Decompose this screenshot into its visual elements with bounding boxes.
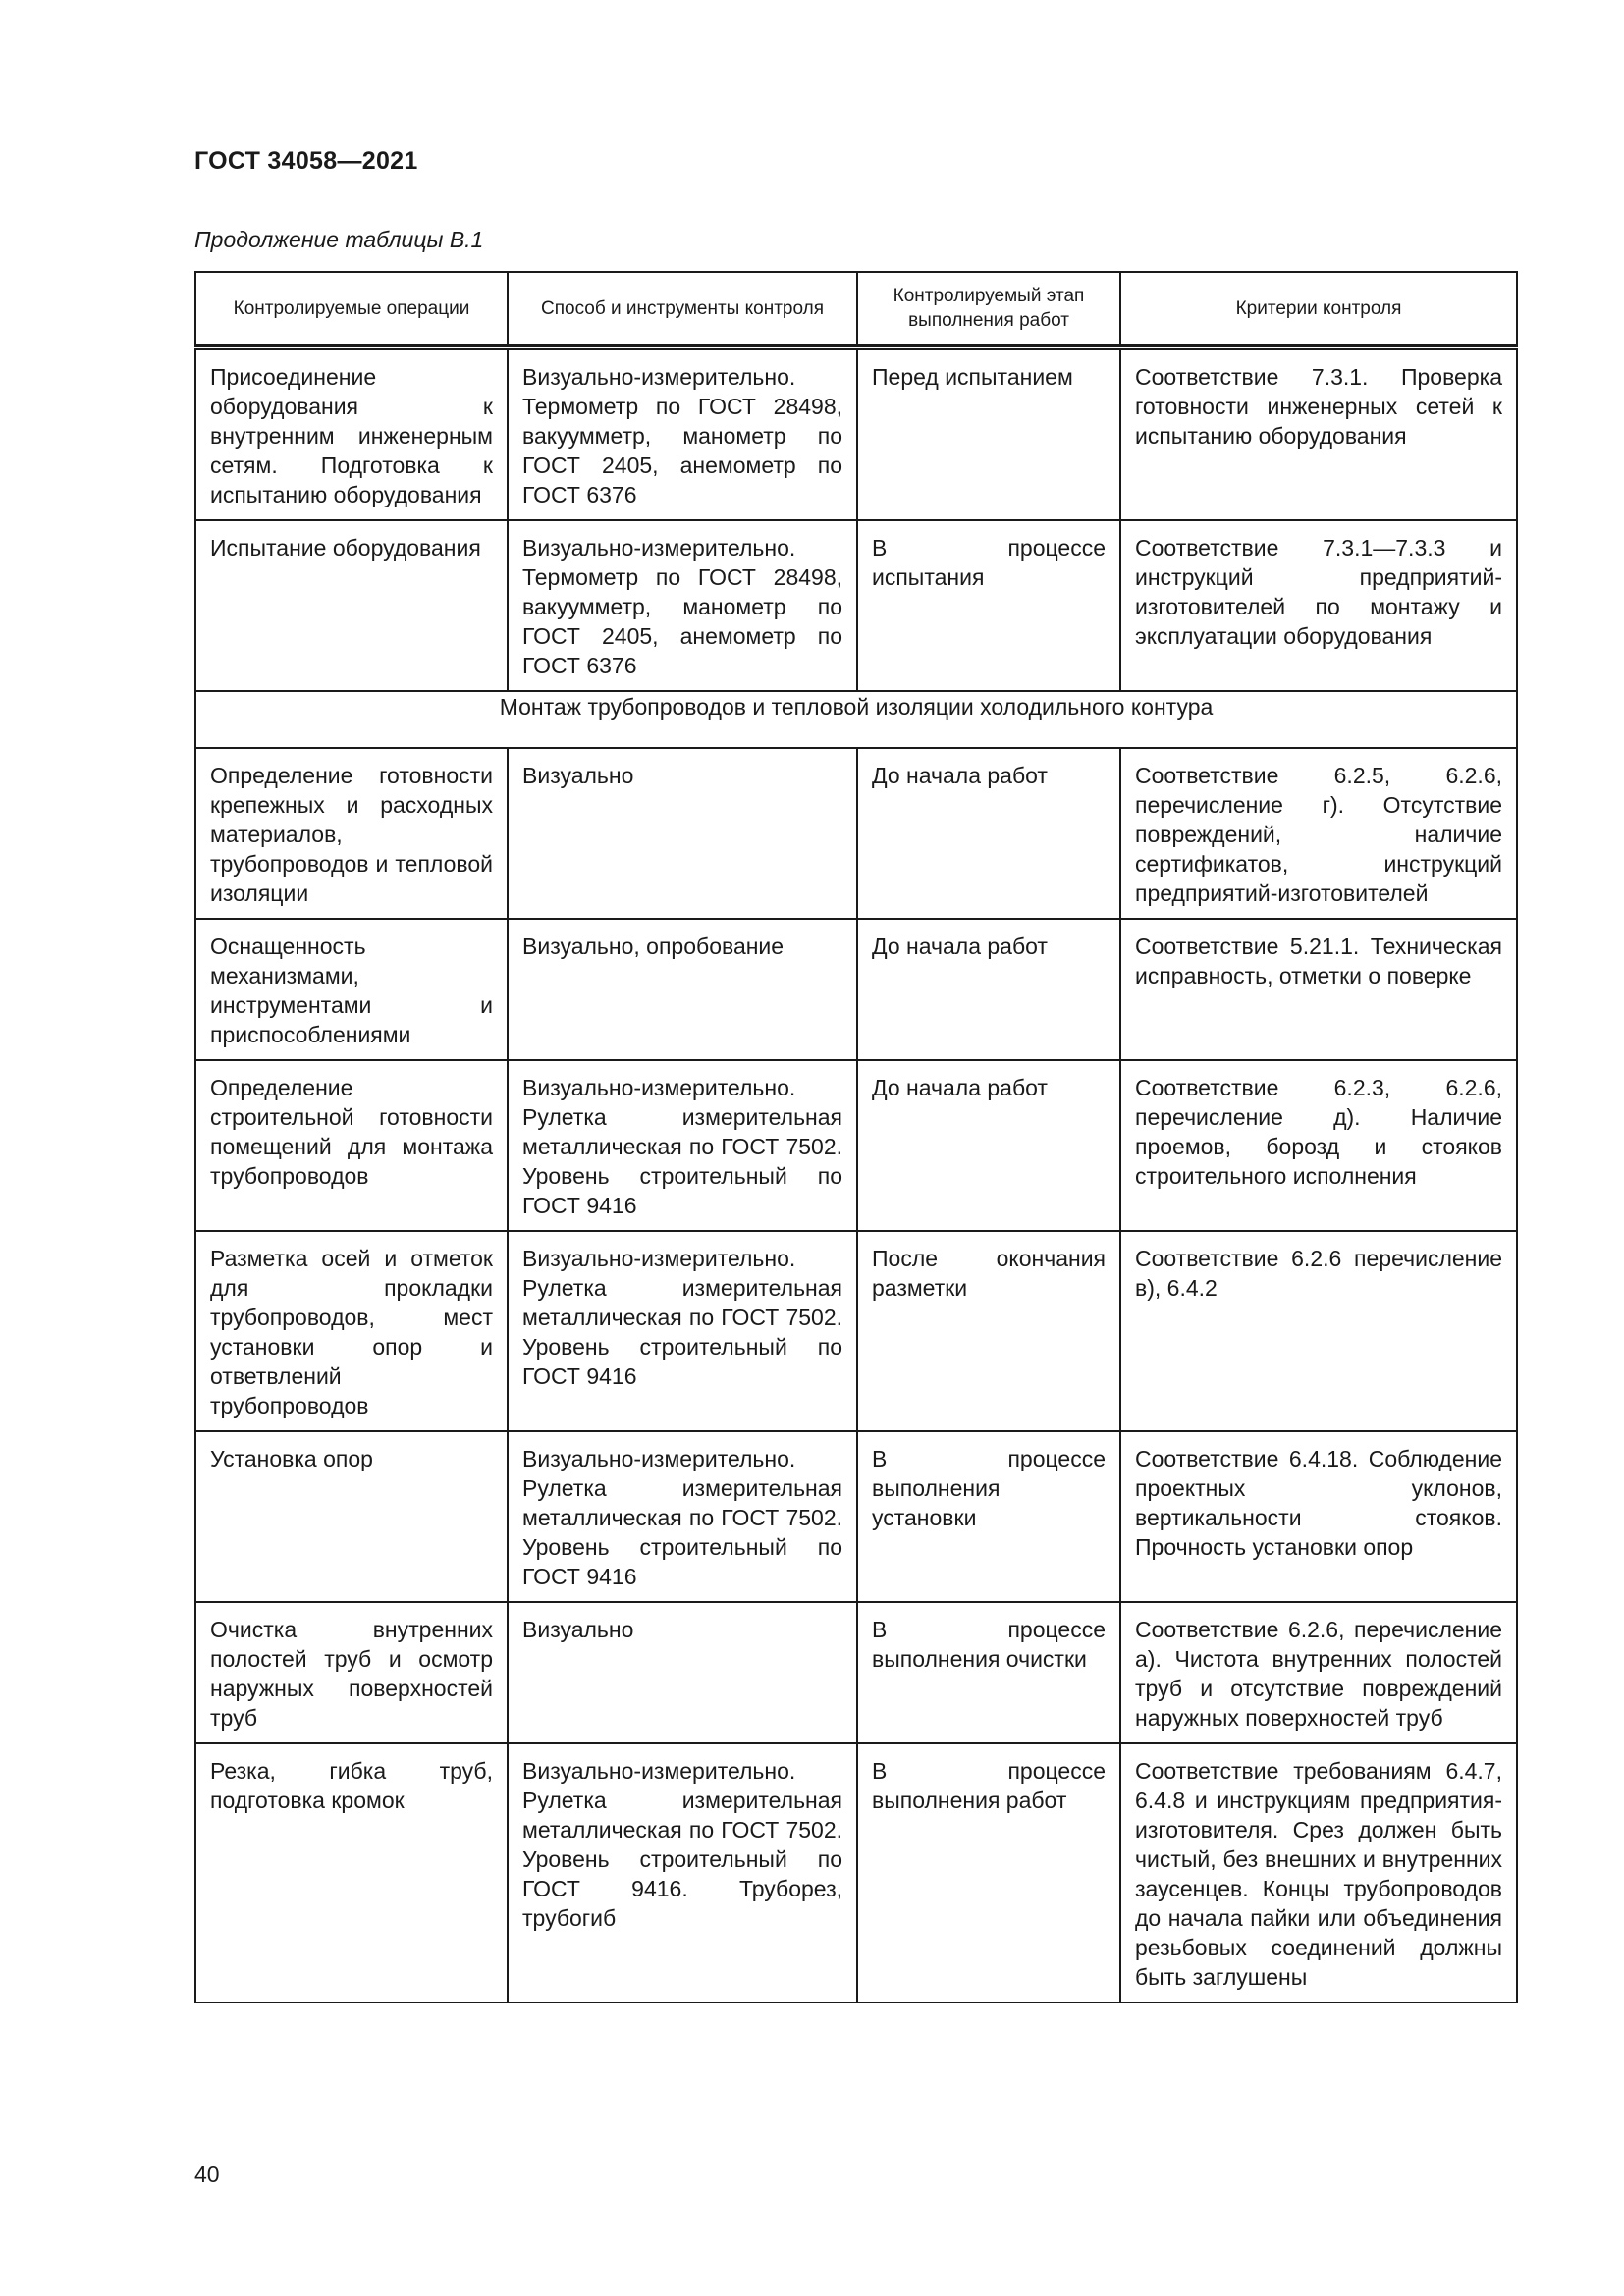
table-row — [195, 1602, 1517, 1743]
criteria-cell: Соответствие 7.3.1—7.3.3 и инструкций предприятий-изготовителей по монтажу и эксплуатации оборудования — [1120, 520, 1517, 691]
method-cell: Визуально-измерительно. Рулетка измерительная металлическая по ГОСТ 7502. Уровень строительный по ГОСТ 9416 — [508, 1231, 857, 1431]
criteria-cell: Соответствие 6.2.6, перечисление а). Чистота внутренних полостей труб и отсутствие повреждений наружных поверхностей труб — [1120, 1602, 1517, 1743]
method-cell: Визуально — [508, 1602, 857, 1743]
stage-cell: В процессе выполнения установки — [857, 1431, 1120, 1602]
header-cell: Способ и инструменты контроля — [508, 272, 857, 345]
document-code: ГОСТ 34058—2021 — [194, 147, 418, 175]
operation-cell: Оснащенность механизмами, инструментами и приспособлениями — [195, 919, 508, 1060]
method-cell: Визуально-измерительно. Рулетка измерительная металлическая по ГОСТ 7502. Уровень строительный по ГОСТ 9416. Труборез, трубогиб — [508, 1743, 857, 2002]
table-body-equipment — [195, 348, 1517, 692]
method-cell: Визуально — [508, 748, 857, 919]
operation-cell: Испытание оборудования — [195, 520, 508, 691]
table-continuation-caption: Продолжение таблицы В.1 — [194, 227, 484, 252]
header-cell: Контролируемый этап выполнения работ — [857, 272, 1120, 345]
table-row — [195, 1431, 1517, 1602]
operation-cell: Резка, гибка труб, подготовка кромок — [195, 1743, 508, 2002]
header-cell: Контролируемые операции — [195, 272, 508, 345]
criteria-cell: Соответствие 5.21.1. Техническая исправность, отметки о поверке — [1120, 919, 1517, 1060]
operation-cell: Определение строительной готовности помещений для монтажа трубопроводов — [195, 1060, 508, 1231]
header-cell: Критерии контроля — [1120, 272, 1517, 345]
table-row — [195, 748, 1517, 919]
table-row — [195, 520, 1517, 691]
stage-cell: До начала работ — [857, 1060, 1120, 1231]
table-row — [195, 1231, 1517, 1431]
method-cell: Визуально-измерительно. Термометр по ГОСТ 28498, вакуумметр, манометр по ГОСТ 2405, анемометр по ГОСТ 6376 — [508, 520, 857, 691]
method-cell: Визуально, опробование — [508, 919, 857, 1060]
stage-cell: Перед испытанием — [857, 348, 1120, 521]
operation-cell: Установка опор — [195, 1431, 508, 1602]
stage-cell: До начала работ — [857, 919, 1120, 1060]
section-title: Монтаж трубопроводов и тепловой изоляции холодильного контура — [195, 691, 1517, 748]
method-cell: Визуально-измерительно. Рулетка измерительная металлическая по ГОСТ 7502. Уровень строительный по ГОСТ 9416 — [508, 1431, 857, 1602]
stage-cell: В процессе выполнения работ — [857, 1743, 1120, 2002]
table-header — [195, 272, 1517, 348]
table-body-piping — [195, 748, 1517, 2002]
stage-cell: После окончания разметки — [857, 1231, 1120, 1431]
method-cell: Визуально-измерительно. Рулетка измерительная металлическая по ГОСТ 7502. Уровень строительный по ГОСТ 9416 — [508, 1060, 857, 1231]
criteria-cell: Соответствие требованиям 6.4.7, 6.4.8 и инструкциям предприятия-изготовителя. Срез должен быть чистый, без внешних и внутренних заусенцев. Концы трубопроводов до начала пайки или объединения резьбовых соединений должны быть заглушены — [1120, 1743, 1517, 2002]
operation-cell: Присоединение оборудования к внутренним инженерным сетям. Подготовка к испытанию оборудования — [195, 348, 508, 521]
stage-cell: До начала работ — [857, 748, 1120, 919]
page-number: 40 — [194, 2162, 220, 2187]
table-section — [195, 691, 1517, 748]
table-row — [195, 1743, 1517, 2002]
control-table — [194, 271, 1518, 2003]
method-cell: Визуально-измерительно. Термометр по ГОСТ 28498, вакуумметр, манометр по ГОСТ 2405, анемометр по ГОСТ 6376 — [508, 348, 857, 521]
table-row — [195, 1060, 1517, 1231]
criteria-cell: Соответствие 6.2.6 перечисление в), 6.4.2 — [1120, 1231, 1517, 1431]
stage-cell: В процессе испытания — [857, 520, 1120, 691]
table-row — [195, 919, 1517, 1060]
criteria-cell: Соответствие 6.2.5, 6.2.6, перечисление г). Отсутствие повреждений, наличие сертификатов, инструкций предприятий-изготовителей — [1120, 748, 1517, 919]
table-row — [195, 348, 1517, 521]
operation-cell: Очистка внутренних полостей труб и осмотр наружных поверхностей труб — [195, 1602, 508, 1743]
criteria-cell: Соответствие 6.4.18. Соблюдение проектных уклонов, вертикальности стояков. Прочность установки опор — [1120, 1431, 1517, 1602]
criteria-cell: Соответствие 7.3.1. Проверка готовности инженерных сетей к испытанию оборудования — [1120, 348, 1517, 521]
operation-cell: Определение готовности крепежных и расходных материалов, трубопроводов и тепловой изоляции — [195, 748, 508, 919]
operation-cell: Разметка осей и отметок для прокладки трубопроводов, мест установки опор и ответвлений трубопроводов — [195, 1231, 508, 1431]
stage-cell: В процессе выполнения очистки — [857, 1602, 1120, 1743]
criteria-cell: Соответствие 6.2.3, 6.2.6, перечисление д). Наличие проемов, борозд и стояков строительного исполнения — [1120, 1060, 1517, 1231]
